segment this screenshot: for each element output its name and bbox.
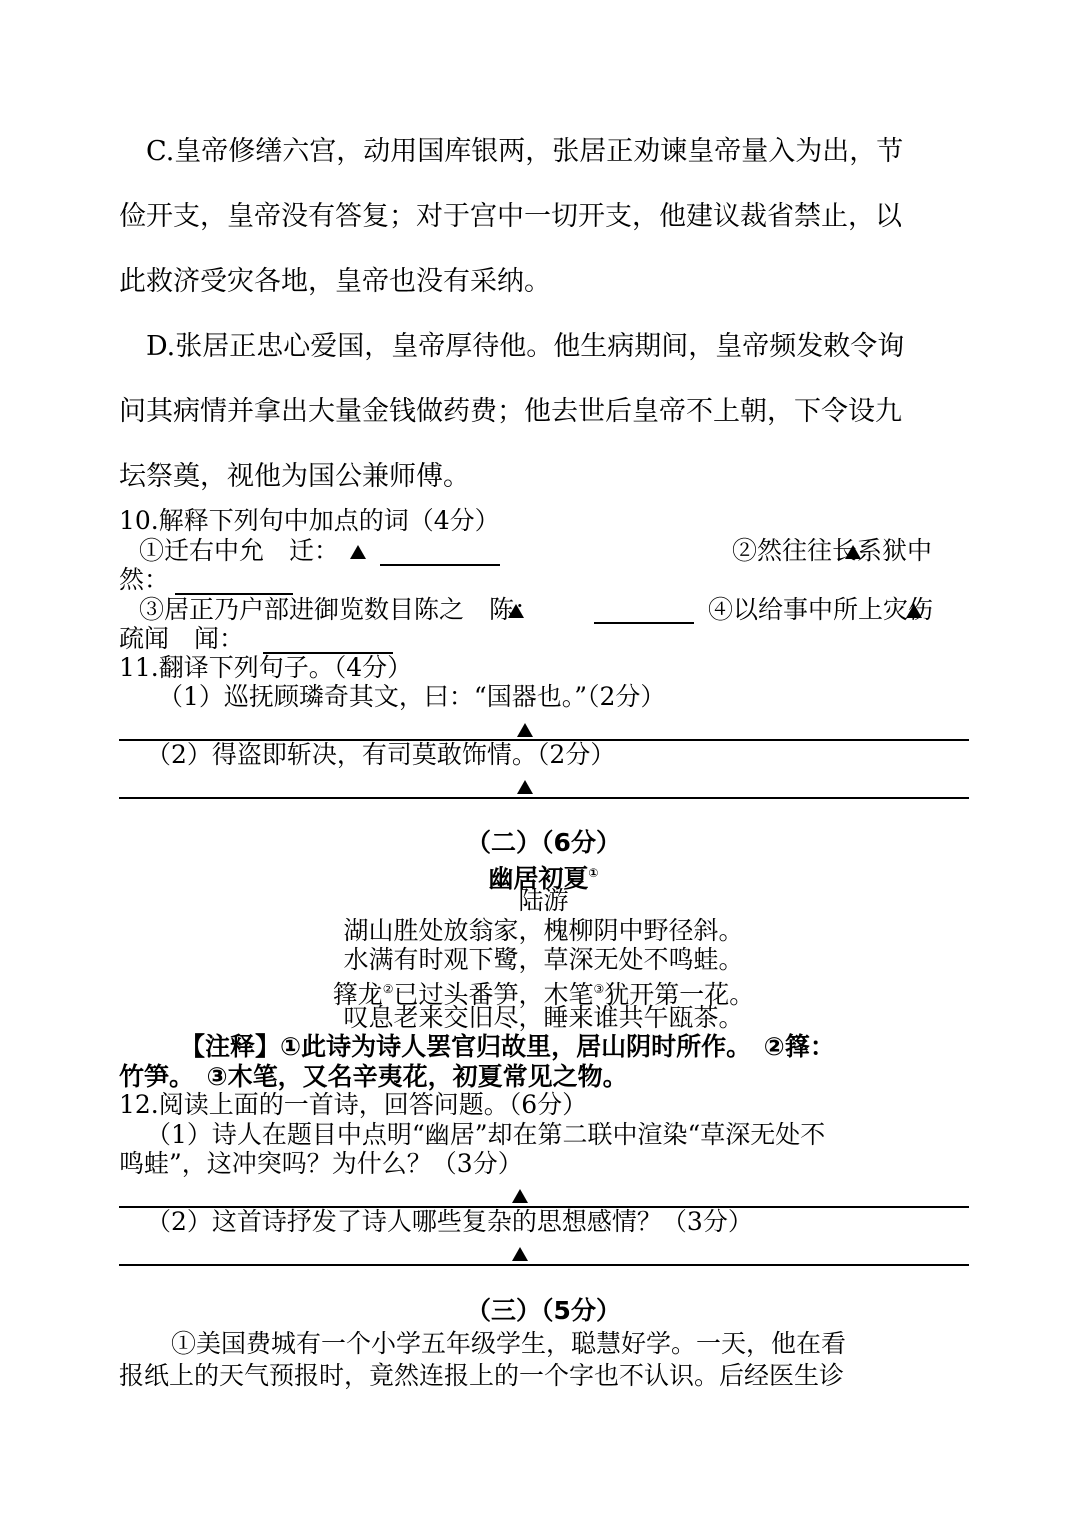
q10-item-1: ①迁右中允 迁： <box>139 536 340 565</box>
answer-marker-icon <box>845 545 861 559</box>
q10-item-2-word: 然： <box>119 565 170 594</box>
poem-line-2: 水满有时观下鹭，草深无处不鸣蛙。 <box>343 945 744 974</box>
q12-sub-2: （2）这首诗抒发了诗人哪些复杂的思想感情？（3分） <box>146 1207 753 1236</box>
section-3-para-line-1: ①美国费城有一个小学五年级学生，聪慧好学。一天，他在看 <box>171 1329 847 1358</box>
q11-sentence-2: （2）得盗即斩决，有司莫敢饰情。（2分） <box>146 740 616 769</box>
poem-line-4: 叹息老来交旧尽，睡来谁共午瓯茶。 <box>343 1003 744 1032</box>
answer-marker-icon <box>517 723 533 737</box>
section-3-heading: （三）（5分） <box>466 1296 621 1325</box>
answer-marker-icon <box>906 604 922 618</box>
q11-sentence-1: （1）巡抚顾璘奇其文，曰：“国器也。”（2分） <box>158 682 666 711</box>
q10-item-3: ③居正乃户部进御览数目陈之 陈： <box>139 595 540 624</box>
q10-item-4: ④以给事中所上灾伤 <box>708 595 934 624</box>
option-d-line-3: 坛祭奠，视他为国公兼师傅。 <box>119 461 470 492</box>
section-2-heading: （二）（6分） <box>466 828 621 857</box>
answer-marker-icon <box>517 780 533 794</box>
q10-item-2: ②然往往长系狱中 <box>732 536 933 565</box>
poem-line-3: 箨龙②已过头番笋，木笔③犹开第一花。 <box>332 980 755 1009</box>
q12-sub-1-line-2: 鸣蛙”，这冲突吗？为什么？（3分） <box>119 1149 523 1178</box>
q12-answer-line-2[interactable] <box>119 1264 969 1266</box>
q10-answer-blank-3[interactable] <box>594 622 694 624</box>
q12-sub-1-line-1: （1）诗人在题目中点明“幽居”却在第二联中渲染“草深无处不 <box>146 1120 826 1149</box>
answer-marker-icon <box>350 545 366 559</box>
poem-line-1: 湖山胜处放翁家，槐柳阴中野径斜。 <box>343 916 744 945</box>
q11-answer-line-2[interactable] <box>119 797 969 799</box>
option-c-line-2: 俭开支，皇帝没有答复；对于宫中一切开支，他建议裁省禁止，以 <box>119 201 902 232</box>
question-12-title: 12.阅读上面的一首诗，回答问题。（6分） <box>119 1090 588 1119</box>
poem-author: 陆游 <box>518 886 569 915</box>
answer-marker-icon <box>508 604 524 618</box>
question-10-title: 10.解释下列句中加点的词（4分） <box>119 506 500 535</box>
option-c-line-3: 此救济受灾各地，皇帝也没有采纳。 <box>119 266 551 297</box>
q10-item-4-tail: 疏闻 闻： <box>119 624 245 653</box>
section-3-para-line-2: 报纸上的天气预报时，竟然连报上的一个字也不认识。后经医生诊 <box>119 1361 845 1390</box>
option-d-line-2: 问其病情并拿出大量金钱做药费；他去世后皇帝不上朝，下令设九 <box>119 396 902 427</box>
poem-notes-line-2: 竹笋。 ③木笔，又名辛夷花，初夏常见之物。 <box>119 1062 628 1091</box>
option-c-line-1: C.皇帝修缮六宫，动用国库银两，张居正劝谏皇帝量入为出，节 <box>146 136 904 167</box>
q10-answer-blank-1[interactable] <box>380 564 500 566</box>
poem-title: 幽居初夏① <box>488 864 599 893</box>
answer-marker-icon <box>512 1189 528 1203</box>
option-d-line-1: D.张居正忠心爱国，皇帝厚待他。他生病期间，皇帝频发敕令询 <box>146 331 905 362</box>
answer-marker-icon <box>512 1247 528 1261</box>
poem-notes-line-1: 【注释】①此诗为诗人罢官归故里，居山阴时所作。 ②箨： <box>180 1032 835 1061</box>
question-11-title: 11.翻译下列句子。（4分） <box>119 653 413 682</box>
